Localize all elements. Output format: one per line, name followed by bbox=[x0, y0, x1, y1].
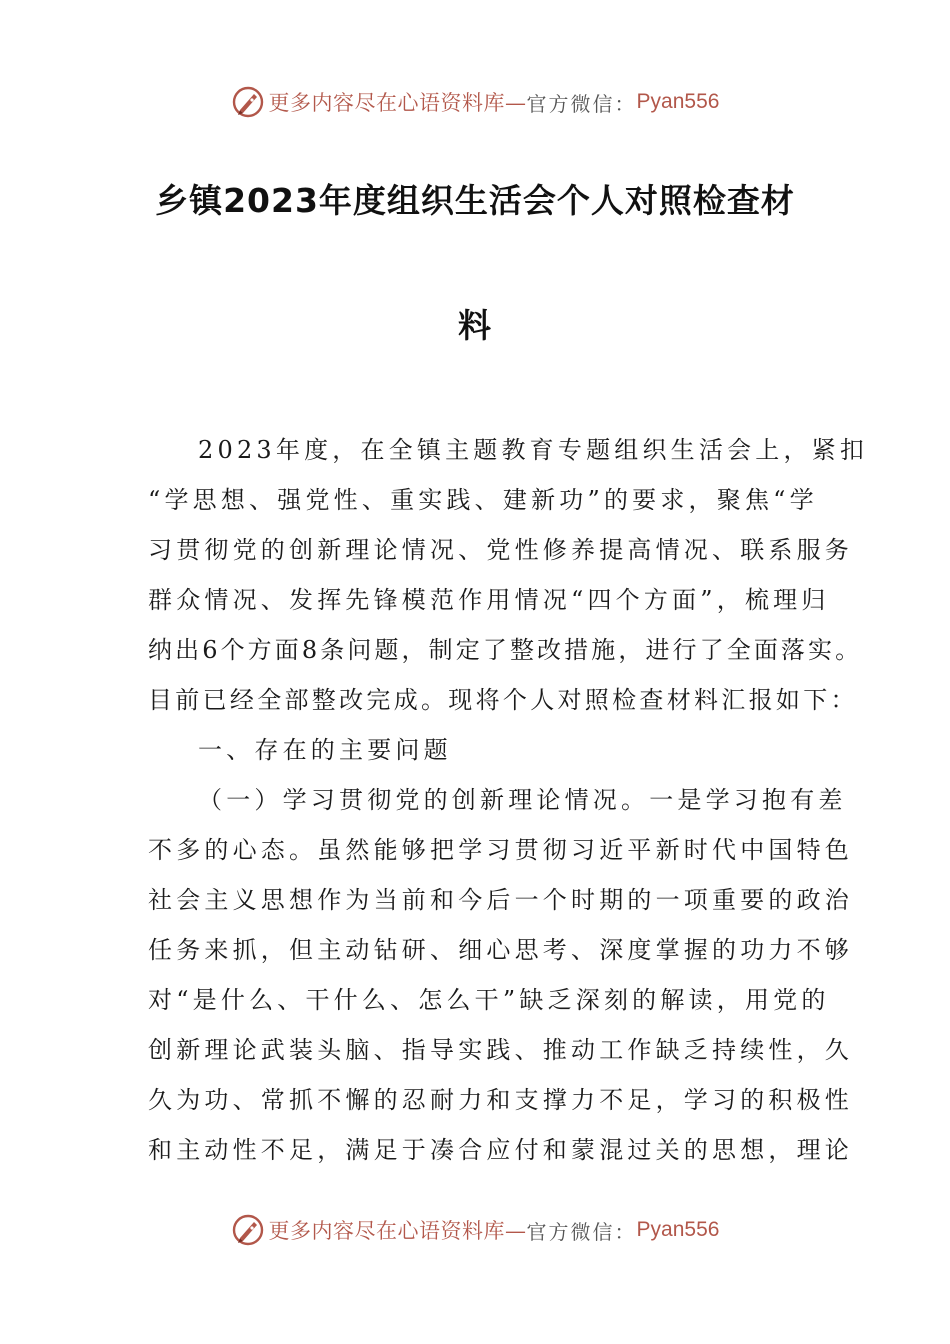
body-line: 2023年度，在全镇主题教育专题组织生活会上，紧扣 bbox=[198, 436, 869, 464]
body-line: 不多的心态。虽然能够把学习贯彻习近平新时代中国特色 bbox=[148, 836, 853, 864]
body-line: 习贯彻党的创新理论情况、党性修养提高情况、联系服务 bbox=[148, 536, 853, 564]
body-line: 对“是什么、干什么、怎么干”缺乏深刻的解读，用党的 bbox=[148, 986, 830, 1014]
document-title-line-1: 乡镇2023年度组织生活会个人对照检查材 bbox=[155, 181, 795, 220]
body-line: 和主动性不足，满足于凑合应付和蒙混过关的思想，理论 bbox=[148, 1136, 853, 1164]
body-line: 任务来抓，但主动钻研、细心思考、深度掌握的功力不够 bbox=[148, 936, 853, 964]
body-line: 久为功、常抓不懈的忍耐力和支撑力不足，学习的积极性 bbox=[148, 1086, 853, 1114]
wechat-label: 官方微信： bbox=[526, 91, 637, 116]
body-line: 群众情况、发挥先锋模范作用情况“四个方面”，梳理归 bbox=[148, 586, 830, 614]
footer-watermark-banner bbox=[0, 1208, 950, 1252]
pen-logo-icon bbox=[231, 1213, 265, 1247]
wechat-id: Pyan556 bbox=[636, 90, 720, 113]
body-line: “学思想、强党性、重实践、建新功”的要求，聚焦“学 bbox=[148, 486, 818, 514]
promo-text: 更多内容尽在心语资料库— bbox=[268, 91, 527, 115]
promo-text: 更多内容尽在心语资料库— bbox=[268, 1219, 527, 1243]
body-line: 目前已经全部整改完成。现将个人对照检查材料汇报如下： bbox=[148, 686, 858, 714]
body-line: （一）学习贯彻党的创新理论情况。一是学习抱有差 bbox=[198, 786, 847, 814]
document-title-line-2: 料 bbox=[458, 306, 492, 345]
section-heading: 一、存在的主要问题 bbox=[198, 736, 452, 764]
header-watermark-banner bbox=[0, 80, 950, 124]
body-line: 创新理论武装头脑、指导实践、推动工作缺乏持续性，久 bbox=[148, 1036, 853, 1064]
wechat-id: Pyan556 bbox=[636, 1218, 720, 1241]
pen-logo-icon bbox=[231, 85, 265, 119]
body-line: 纳出6个方面8条问题，制定了整改措施，进行了全面落实。 bbox=[148, 636, 863, 664]
wechat-label: 官方微信： bbox=[526, 1219, 637, 1244]
body-line: 社会主义思想作为当前和今后一个时期的一项重要的政治 bbox=[148, 886, 853, 914]
